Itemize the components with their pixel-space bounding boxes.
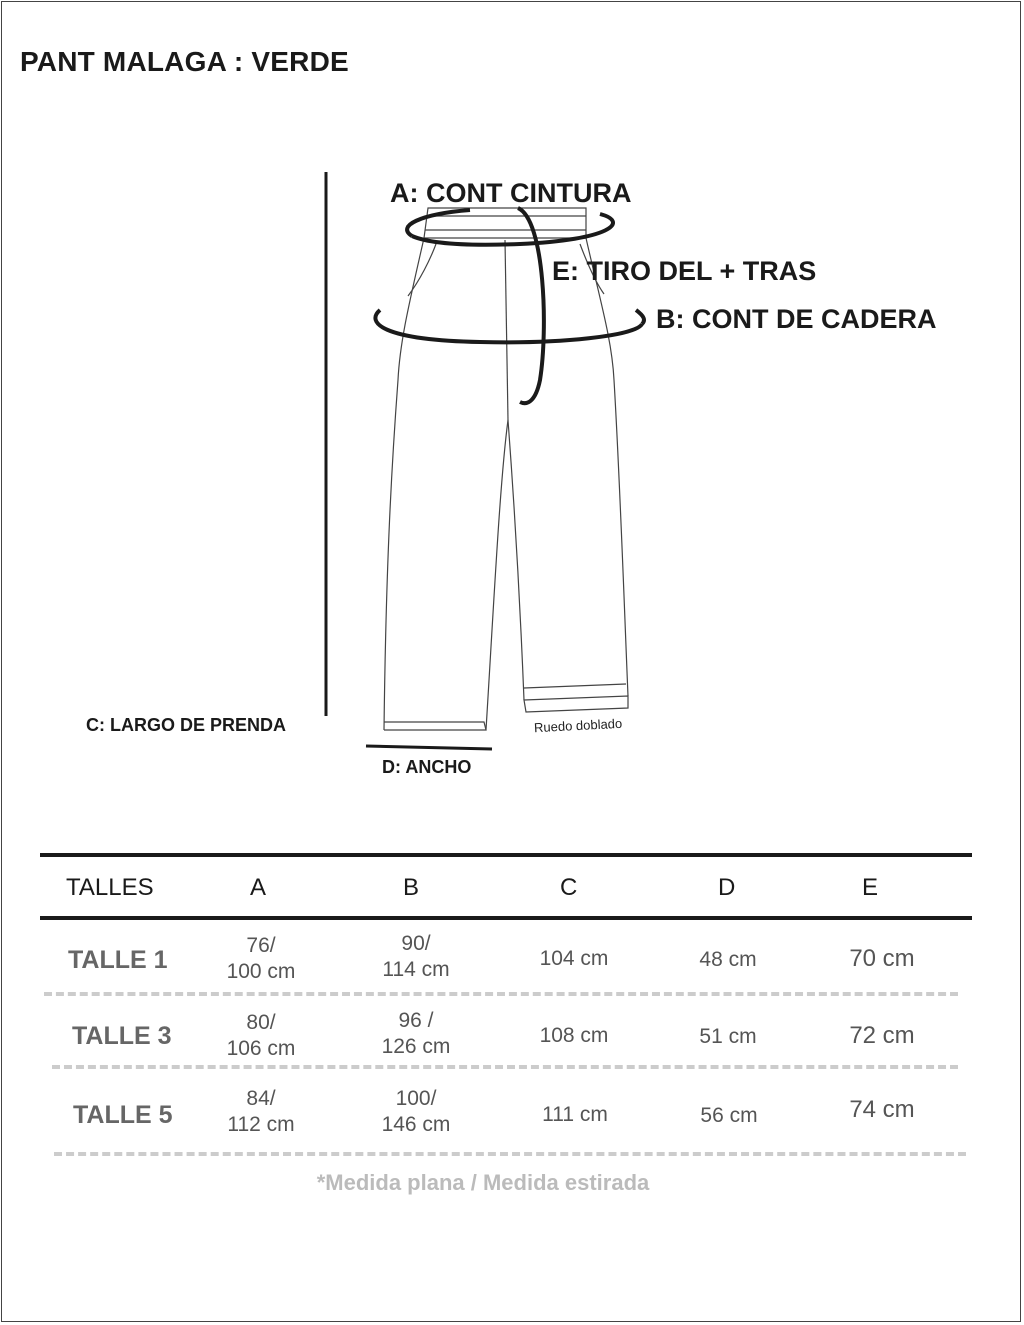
size-label: TALLE 1 — [68, 946, 168, 974]
cell-c: 108 cm — [539, 1024, 609, 1047]
width-line — [366, 746, 492, 749]
cell-b — [356, 1008, 476, 1060]
header-c: C — [560, 874, 578, 901]
label-length: C: LARGO DE PRENDA — [86, 715, 287, 735]
cell-a-flat: 80/ — [246, 1011, 276, 1034]
cell-e: 72 cm — [849, 1022, 915, 1049]
size-label: TALLE 3 — [72, 1022, 172, 1050]
cell-d: 51 cm — [699, 1025, 757, 1048]
cell-d: 56 cm — [700, 1104, 758, 1127]
header-e: E — [862, 874, 879, 901]
header-talles: TALLES — [66, 874, 154, 901]
waist-measure — [407, 210, 613, 245]
cell-a-flat: 84/ — [246, 1087, 276, 1110]
row-divider — [52, 1065, 958, 1069]
cell-b — [356, 1086, 476, 1138]
row-divider — [54, 1152, 966, 1156]
cell-a-stretched: 106 cm — [226, 1037, 296, 1060]
table-top-rule — [40, 853, 972, 857]
header-d: D — [718, 874, 736, 901]
label-waist: A: CONT CINTURA — [390, 178, 632, 208]
label-hem: Ruedo doblado — [533, 715, 623, 736]
label-rise: E: TIRO DEL + TRAS — [552, 256, 817, 286]
header-b: B — [403, 874, 420, 901]
size-label: TALLE 5 — [73, 1101, 173, 1129]
rise-measure — [518, 208, 544, 403]
cell-a — [201, 933, 321, 985]
cell-a — [201, 1010, 321, 1062]
cell-b-flat: 96 / — [398, 1009, 434, 1032]
cell-b-stretched: 114 cm — [382, 958, 450, 981]
cell-b — [356, 931, 476, 983]
cell-a-flat: 76/ — [246, 934, 276, 957]
label-hip: B: CONT DE CADERA — [656, 304, 937, 334]
label-width: D: ANCHO — [382, 757, 472, 777]
cell-c: 104 cm — [539, 947, 609, 970]
cell-b-flat: 90/ — [401, 932, 431, 955]
cell-d: 48 cm — [699, 948, 757, 971]
cell-b-stretched: 126 cm — [381, 1035, 451, 1058]
cell-a-stretched: 100 cm — [226, 960, 296, 983]
cell-e: 70 cm — [849, 945, 915, 972]
row-divider — [44, 992, 958, 996]
cell-b-flat: 100/ — [395, 1087, 437, 1110]
header-a: A — [250, 874, 267, 901]
table-header-rule — [40, 916, 972, 920]
cell-e: 74 cm — [849, 1096, 915, 1123]
page-title: PANT MALAGA : VERDE — [20, 46, 349, 77]
measurement-note: *Medida plana / Medida estirada — [316, 1170, 650, 1195]
cell-a-stretched: 112 cm — [227, 1113, 295, 1136]
cell-a — [201, 1086, 321, 1138]
cell-c: 111 cm — [542, 1103, 608, 1126]
cell-b-stretched: 146 cm — [381, 1113, 451, 1136]
